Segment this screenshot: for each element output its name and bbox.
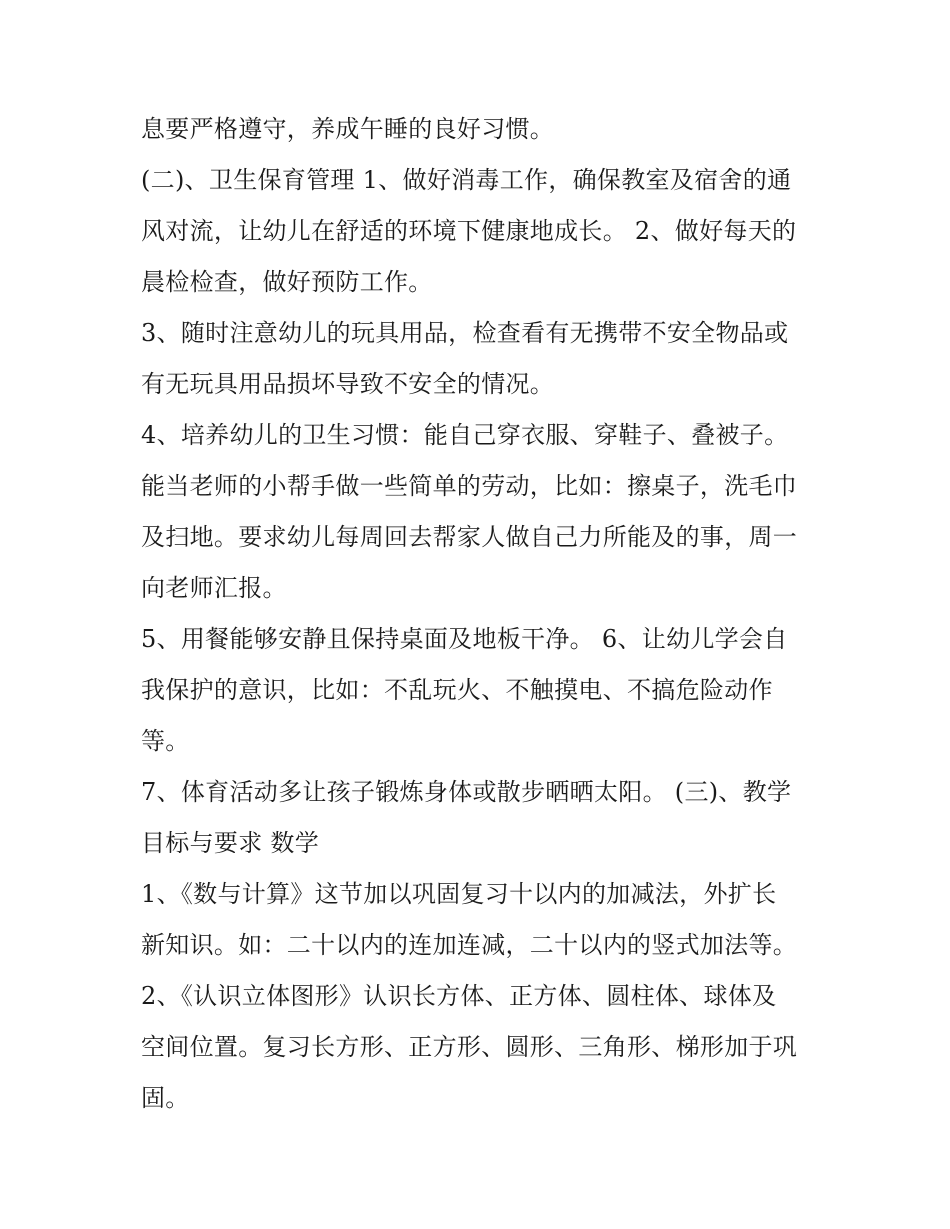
text-line: 7、体育活动多让孩子锻炼身体或散步晒晒太阳。 (三)、教学 — [141, 778, 792, 806]
text-line: 2、《认识立体图形》认识长方体、正方体、圆柱体、球体及 — [141, 982, 777, 1010]
text-line: (二)、卫生保育管理 1、做好消毒工作，确保教室及宿舍的通 — [141, 166, 792, 194]
document-body — [141, 104, 821, 1124]
text-line: 3、随时注意幼儿的玩具用品，检查看有无携带不安全物品或 — [141, 319, 789, 347]
text-line: 空间位置。复习长方形、正方形、圆形、三角形、梯形加于巩 — [141, 1033, 798, 1061]
text-line: 有无玩具用品损坏导致不安全的情况。 — [141, 370, 555, 398]
text-line: 1、《数与计算》这节加以巩固复习十以内的加减法，外扩长 — [141, 880, 777, 908]
text-line: 目标与要求 数学 — [141, 829, 320, 857]
text-line: 等。 — [141, 727, 190, 755]
text-line: 息要严格遵守，养成午睡的良好习惯。 — [141, 115, 555, 143]
text-line: 我保护的意识，比如：不乱玩火、不触摸电、不搞危险动作 — [141, 676, 773, 704]
text-line: 风对流，让幼儿在舒适的环境下健康地成长。 2、做好每天的 — [141, 217, 797, 245]
text-line: 晨检检查，做好预防工作。 — [141, 268, 433, 296]
text-line: 固。 — [141, 1084, 190, 1112]
text-line: 向老师汇报。 — [141, 574, 287, 602]
text-line: 及扫地。要求幼儿每周回去帮家人做自己力所能及的事，周一 — [141, 523, 798, 551]
text-line: 4、培养幼儿的卫生习惯：能自己穿衣服、穿鞋子、叠被子。 — [141, 421, 789, 449]
text-line: 新知识。如：二十以内的连加连减，二十以内的竖式加法等。 — [141, 931, 798, 959]
text-line: 能当老师的小帮手做一些简单的劳动，比如：擦桌子，洗毛巾 — [141, 472, 798, 500]
text-line: 5、用餐能够安静且保持桌面及地板干净。 6、让幼儿学会自 — [141, 625, 788, 653]
